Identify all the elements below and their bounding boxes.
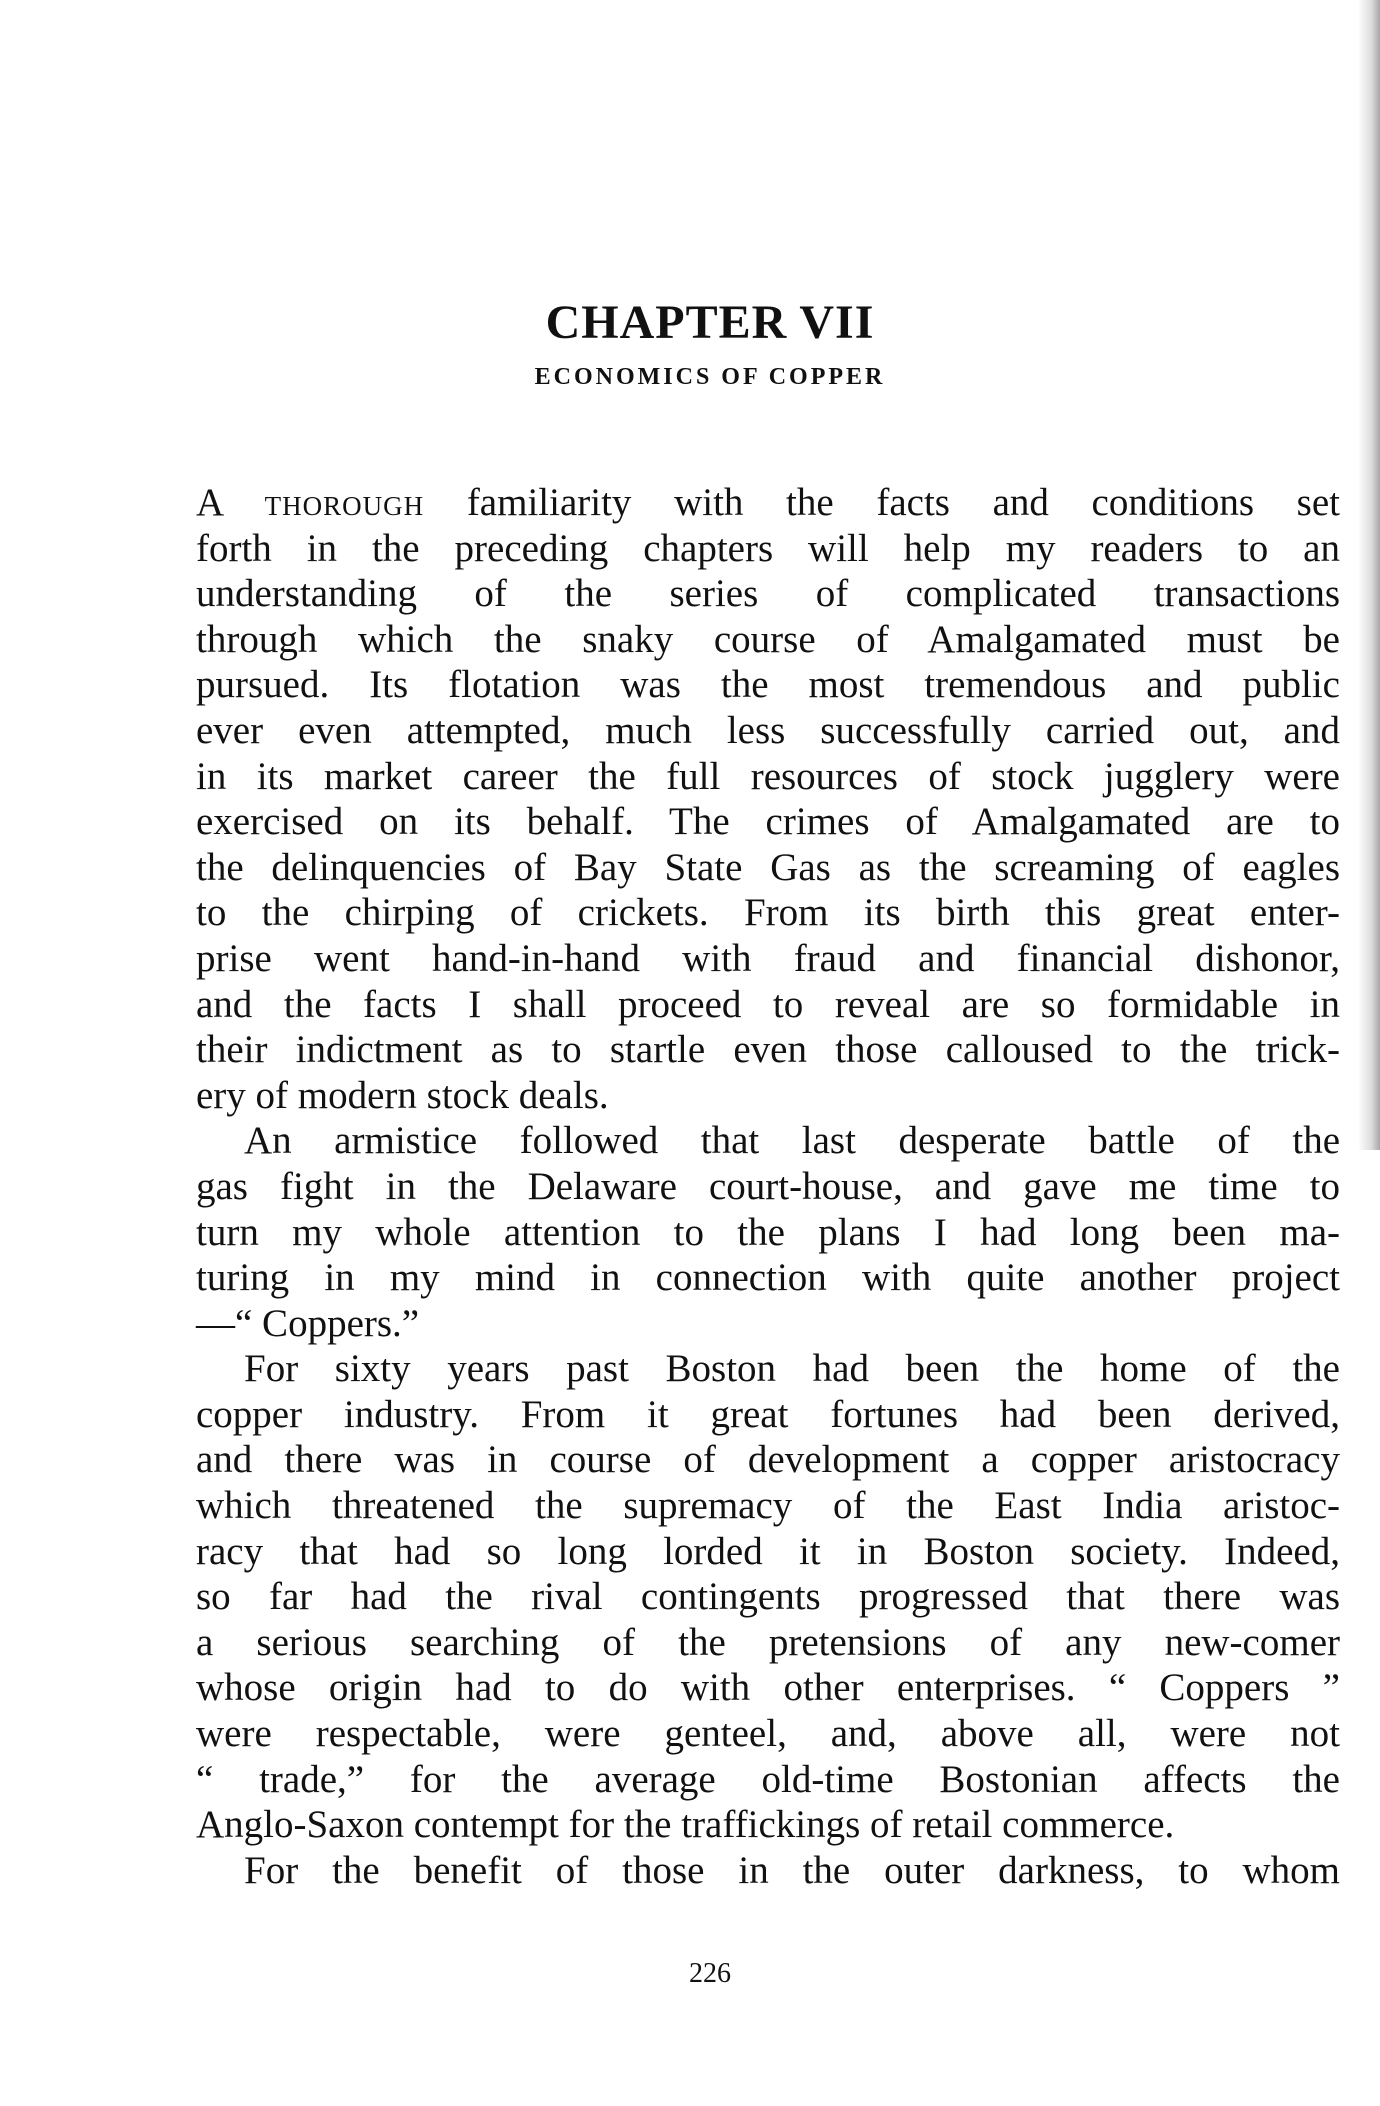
drop-word: A — [196, 481, 223, 524]
paragraph-line: turing in my mind in connection with quite another project — [196, 1256, 1340, 1300]
smallcaps-word: thorough — [264, 481, 425, 524]
paragraph-line: and there was in course of development a copper aristocracy — [196, 1438, 1340, 1482]
paragraph-line: in its market career the full resources of stock jugglery were — [196, 754, 1340, 798]
paragraph-line: were respectable, were genteel, and, above all, were not — [196, 1712, 1340, 1756]
page-edge-shadow — [1358, 0, 1380, 1150]
paragraph-1-line-1 — [196, 480, 1340, 526]
paragraph-line: understanding of the series of complicated transactions — [196, 572, 1340, 616]
paragraph-line: ery of modern stock deals. — [196, 1073, 609, 1117]
paragraph-line: —“ Coppers.” — [196, 1301, 420, 1345]
paragraph-line: exercised on its behalf. The crimes of Amalgamated are to — [196, 800, 1340, 844]
paragraph-line: racy that had so long lorded it in Boston society. Indeed, — [196, 1529, 1340, 1573]
paragraph-line: through which the snaky course of Amalgamated must be — [196, 617, 1340, 661]
paragraph-line: Anglo-Saxon contempt for the traffickings of retail commerce. — [196, 1803, 1175, 1847]
paragraph-line: prise went hand-in-hand with fraud and financial dishonor, — [196, 936, 1340, 980]
paragraph-line: so far had the rival contingents progressed that there was — [196, 1575, 1340, 1619]
paragraph-line: to the chirping of crickets. From its birth this great enter- — [196, 891, 1340, 935]
paragraph-line: which threatened the supremacy of the East India aristoc- — [196, 1484, 1340, 1528]
paragraph-line: ever even attempted, much less successfully carried out, and — [196, 708, 1340, 752]
paragraph-line: forth in the preceding chapters will help my readers to an — [196, 526, 1340, 570]
body-text — [196, 480, 1340, 1893]
paragraph-line: pursued. Its flotation was the most tremendous and public — [196, 663, 1340, 707]
paragraph-line: For sixty years past Boston had been the home of the — [244, 1347, 1340, 1391]
paragraph-line: their indictment as to startle even those calloused to the trick- — [196, 1028, 1340, 1072]
line-text: familiarity with the facts and conditions set — [424, 481, 1341, 524]
paragraph-line: For the benefit of those in the outer darkness, to whom — [244, 1848, 1340, 1892]
paragraph-line: copper industry. From it great fortunes had been derived, — [196, 1392, 1340, 1436]
paragraph-line: the delinquencies of Bay State Gas as the screaming of eagles — [196, 845, 1340, 889]
chapter-subtitle: ECONOMICS OF COPPER — [534, 364, 886, 390]
paragraph-line: whose origin had to do with other enterprises. “ Coppers ” — [196, 1666, 1340, 1710]
paragraph-line: a serious searching of the pretensions of any new-comer — [196, 1620, 1340, 1664]
page-number: 226 — [689, 1958, 731, 1989]
paragraph-line: gas fight in the Delaware court-house, and gave me time to — [196, 1164, 1340, 1208]
paragraph-line: and the facts I shall proceed to reveal are so formidable in — [196, 982, 1340, 1026]
paragraph-line: turn my whole attention to the plans I had long been ma- — [196, 1210, 1340, 1254]
paragraph-line: “ trade,” for the average old-time Bostonian affects the — [196, 1757, 1340, 1801]
paragraph-line: An armistice followed that last desperate battle of the — [244, 1119, 1340, 1163]
chapter-title: CHAPTER VII — [545, 296, 875, 349]
